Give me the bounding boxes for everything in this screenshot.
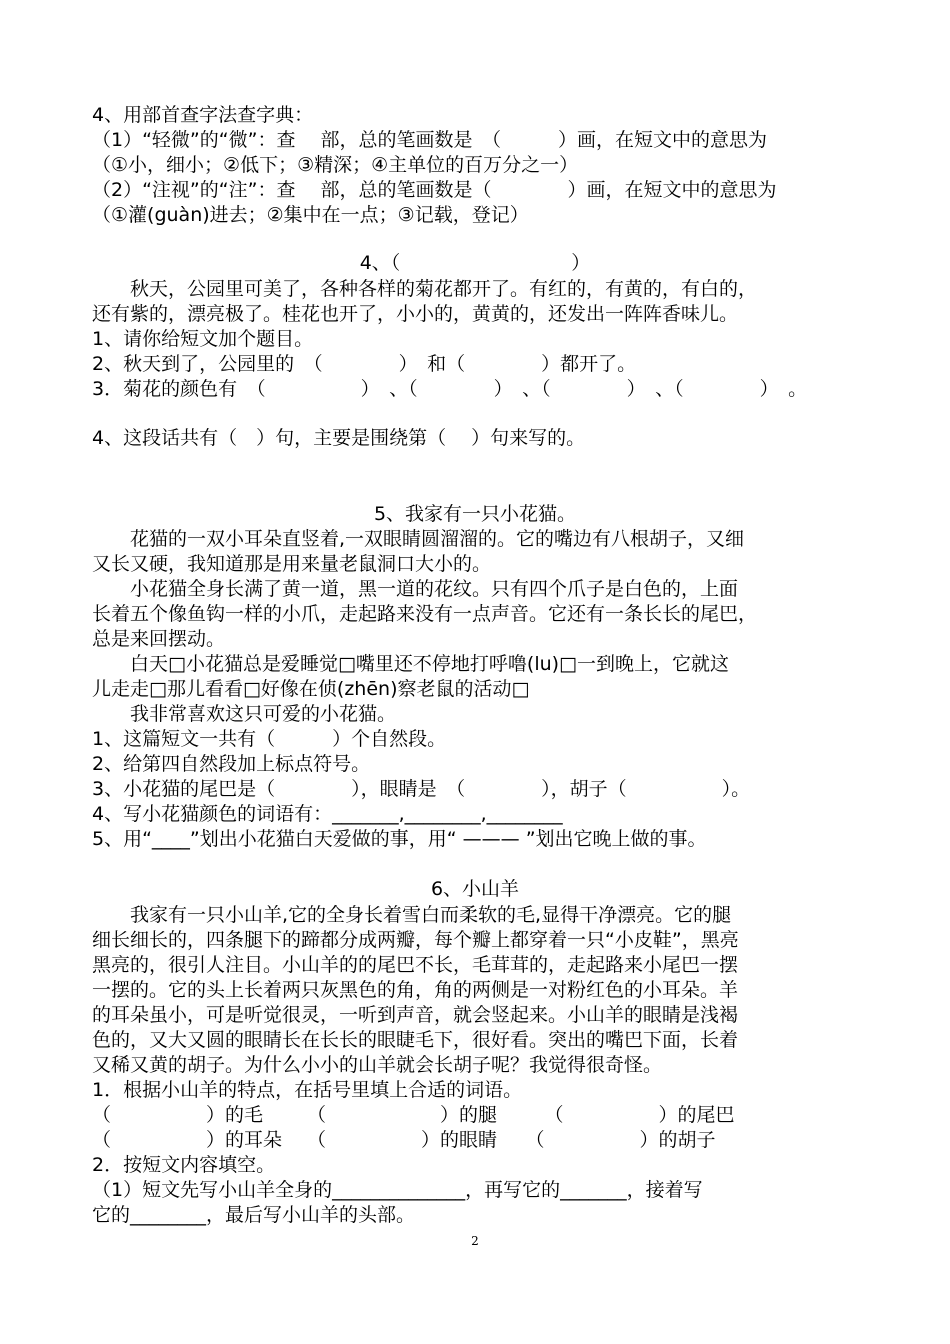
section-5-question-5: 5、用“____”划出小花猫白天爱做的事，用“ ——— ”划出它晚上做的事。 bbox=[92, 828, 707, 850]
section-6-passage-line: 色的，又大又圆的眼睛长在长长的眼睫毛下，很好看。突出的嘴巴下面，长着 bbox=[92, 1029, 739, 1051]
section-6-question-2-line: 它的________，最后写小山羊的头部。 bbox=[92, 1204, 416, 1226]
section-6-passage-line: 的耳朵虽小，可是听觉很灵，一听到声音，就会竖起来。小山羊的眼睛是浅褐 bbox=[92, 1004, 739, 1026]
section-4b-passage-line: 还有紫的，漂亮极了。桂花也开了，小小的，黄黄的，还发出一阵阵香味儿。 bbox=[92, 303, 739, 325]
section-5-passage-line: 儿走走□那儿看看□好像在侦(zhēn)察老鼠的活动□ bbox=[92, 678, 530, 700]
section-4a-title: 4、用部首查字法查字典： bbox=[92, 104, 314, 126]
section-4a-question-2-options: （①灌(guàn)进去；②集中在一点；③记载，登记） bbox=[92, 204, 529, 226]
section-5-question-3: 3、小花猫的尾巴是（ ），眼睛是 （ ），胡子（ ）。 bbox=[92, 778, 751, 800]
section-6-question-1-row: （ ）的毛 （ ）的腿 （ ）的尾巴 bbox=[92, 1104, 735, 1126]
section-5-passage-line: 总是来回摆动。 bbox=[92, 628, 226, 650]
section-6-passage-line: 我家有一只小山羊,它的全身长着雪白而柔软的毛,显得干净漂亮。它的腿 bbox=[92, 904, 732, 926]
section-4b-question-1: 1、请你给短文加个题目。 bbox=[92, 328, 314, 350]
page-number: 2 bbox=[471, 1234, 479, 1248]
section-6-passage-line: 细长细长的，四条腿下的蹄都分成两瓣，每个瓣上都穿着一只“小皮鞋”，黑亮 bbox=[92, 929, 739, 951]
section-5-question-4: 4、写小花猫颜色的词语有：_______,________,________ bbox=[92, 803, 563, 825]
section-5-title: 5、我家有一只小花猫。 bbox=[373, 503, 577, 525]
section-4a-question-2: （2）“注视”的“注”：查 部，总的笔画数是（ ）画，在短文中的意思为 bbox=[92, 179, 777, 201]
section-6-question-1-row: （ ）的耳朵 （ ）的眼睛 （ ）的胡子 bbox=[92, 1129, 716, 1151]
section-5-passage-line: 长着五个像鱼钩一样的小爪，走起路来没有一点声音。它还有一条长长的尾巴， bbox=[92, 603, 758, 625]
section-6-question-2: 2．按短文内容填空。 bbox=[92, 1154, 276, 1176]
section-6-passage-line: 又稀又黄的胡子。为什么小小的山羊就会长胡子呢？我觉得很奇怪。 bbox=[92, 1054, 663, 1076]
section-5-passage-line: 又长又硬，我知道那是用来量老鼠洞口大小的。 bbox=[92, 553, 492, 575]
section-4a-question-1-options: （①小，细小；②低下；③精深；④主单位的百万分之一） bbox=[92, 154, 579, 176]
section-4a-question-1: （1）“轻微”的“微”：查 部，总的笔画数是 （ ）画，在短文中的意思为 bbox=[92, 129, 768, 151]
section-5-passage-line: 花猫的一双小耳朵直竖着,一双眼睛圆溜溜的。它的嘴边有八根胡子，又细 bbox=[92, 528, 745, 550]
section-4b-question-3: 3．菊花的颜色有 （ ） 、（ ） 、（ ） 、（ ） 。 bbox=[92, 378, 808, 400]
section-4b-title: 4、（ ） bbox=[359, 252, 591, 274]
section-6-title: 6、小山羊 bbox=[430, 878, 520, 900]
section-6-passage-line: 黑亮的，很引人注目。小山羊的的尾巴不长，毛茸茸的，走起路来小尾巴一摆 bbox=[92, 954, 739, 976]
section-6-question-2-line: （1）短文先写小山羊全身的______________，再写它的_______，接着写 bbox=[92, 1179, 703, 1201]
section-5-question-1: 1、这篇短文一共有（ ）个自然段。 bbox=[92, 728, 447, 750]
section-4b-passage-line: 秋天，公园里可美了，各种各样的菊花都开了。有红的，有黄的，有白的， bbox=[92, 278, 758, 300]
section-5-passage-line: 小花猫全身长满了黄一道，黑一道的花纹。只有四个爪子是白色的，上面 bbox=[92, 578, 739, 600]
section-5-passage-line: 我非常喜欢这只可爱的小花猫。 bbox=[92, 703, 397, 725]
section-4b-question-4: 4、这段话共有（ ）句，主要是围绕第（ ）句来写的。 bbox=[92, 427, 586, 449]
section-6-passage-line: 一摆的。它的头上长着两只灰黑色的角，角的两侧是一对粉红色的小耳朵。羊 bbox=[92, 979, 739, 1001]
section-4b-question-2: 2、秋天到了，公园里的 （ ） 和（ ）都开了。 bbox=[92, 353, 637, 375]
section-5-passage-line: 白天□小花猫总是爱睡觉□嘴里还不停地打呼噜(lu)□一到晚上，它就这 bbox=[92, 653, 730, 675]
section-6-question-1: 1．根据小山羊的特点，在括号里填上合适的词语。 bbox=[92, 1079, 523, 1101]
section-5-question-2: 2、给第四自然段加上标点符号。 bbox=[92, 753, 371, 775]
